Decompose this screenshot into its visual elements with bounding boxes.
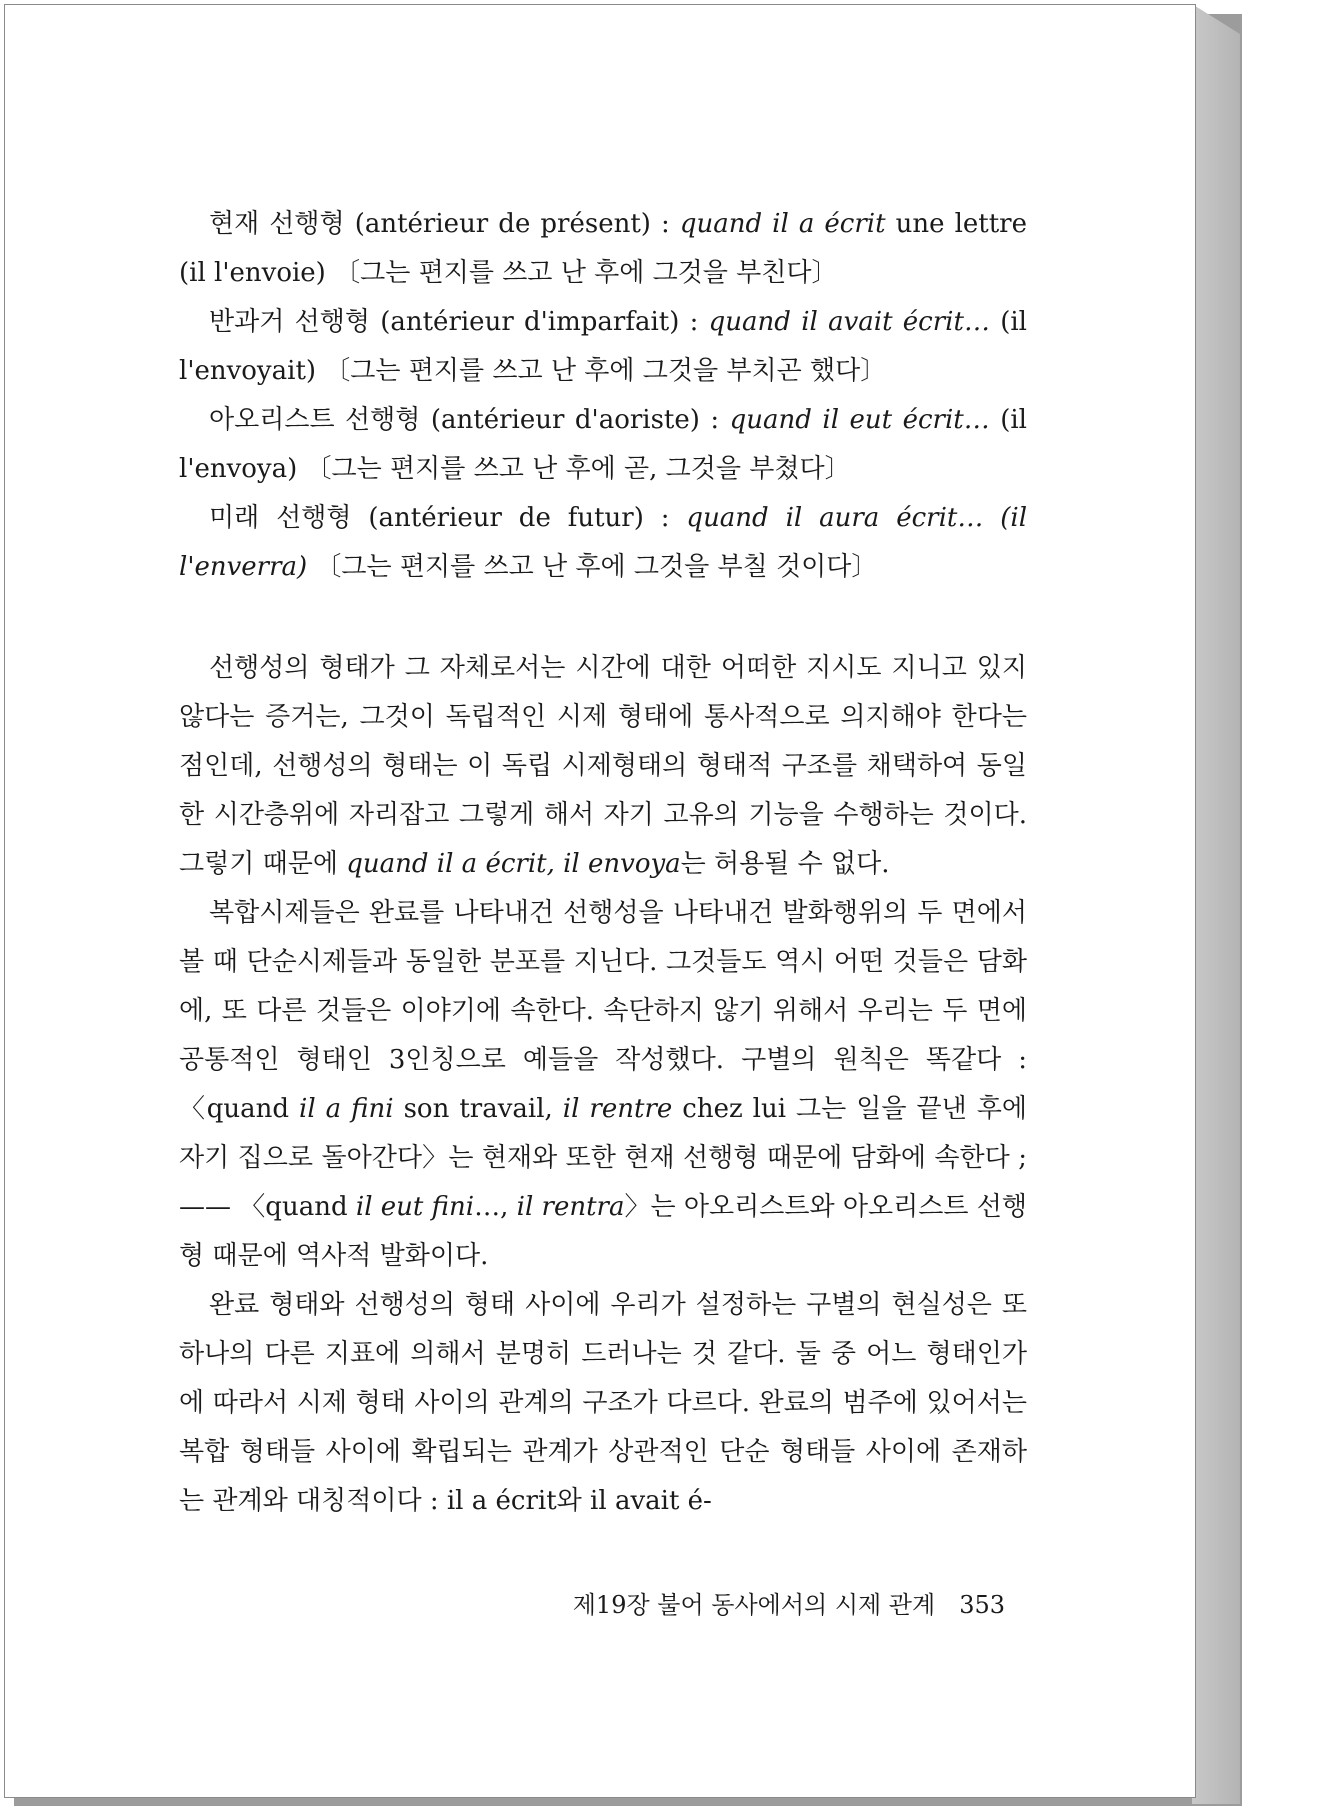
italic-text: il eut fini [355, 1192, 475, 1222]
paragraph [179, 396, 1027, 494]
text-run: 완료 형태와 선행성의 형태 사이에 우리가 설정하는 구별의 현실성은 또 하나의 다른 지표에 의해서 분명히 드러나는 것 같다. 둘 중 어느 형태인가에 따라서 시제 형태 사이의 관계의 구조가 다르다. 완료의 범주에 있어서는 복합 형태들 사이에 확립되는 관계가 상관적인 단순 형태들 사이에 존재하는 관계와 대칭적이다 : il a écrit와 il avait é- [179, 1290, 1027, 1516]
text-run: 선행성의 형태가 그 자체로서는 시간에 대한 어떠한 지시도 지니고 있지 않다는 증거는, 그것이 독립적인 시제 형태에 통사적으로 의지해야 한다는 점인데, 선행성의 형태는 이 독립 시제형태의 형태적 구조를 채택하여 동일한 시간층위에 자리잡고 그렇게 해서 자기 고유의 기능을 수행하는 것이다. 그렇기 때문에 [179, 653, 1027, 879]
running-head: 제19장 불어 동사에서의 시제 관계 [572, 1591, 936, 1619]
italic-text: il a fini [299, 1094, 394, 1124]
text-run: une lettre (il l'envoie) 〔그는 편지를 쓰고 난 후에 그것을 부친다〕 [179, 209, 1027, 288]
text-run: 미래 선행형 (antérieur de futur) : [209, 503, 687, 533]
book-page [4, 4, 1196, 1798]
italic-text: il rentra [516, 1192, 625, 1222]
paragraph [179, 494, 1027, 592]
paragraph [179, 644, 1027, 889]
page-footer [5, 1585, 1005, 1620]
text-run: (il l'envoya) 〔그는 편지를 쓰고 난 후에 곧, 그것을 부쳤다〕 [179, 405, 1027, 484]
italic-text: il rentre [562, 1094, 673, 1124]
text-run: 아오리스트 선행형 (antérieur d'aoriste) : [209, 405, 730, 435]
paragraph [179, 298, 1027, 396]
text-run: …, [474, 1192, 517, 1222]
text-run: 현재 선행형 (antérieur de présent) : [209, 209, 680, 239]
italic-text: quand il eut écrit… [729, 405, 990, 435]
text-run: chez lui 그는 일을 끝낸 후에 자기 집으로 돌아간다〉는 현재와 또한 현재 선행형 때문에 담화에 속한다 ; —— 〈quand [179, 1094, 1027, 1222]
text-run: 는 허용될 수 없다. [680, 849, 890, 879]
paragraph [179, 200, 1027, 298]
page-body [179, 200, 1027, 1526]
italic-text: quand il aura écrit… (il l'enverra) [179, 503, 1028, 582]
italic-text: quand il a écrit [679, 209, 886, 239]
italic-text: quand il a écrit, il envoya [346, 849, 681, 879]
text-run: 〉는 아오리스트와 아오리스트 선행형 때문에 역사적 발화이다. [179, 1192, 1028, 1271]
text-run: (il l'envoyait) 〔그는 편지를 쓰고 난 후에 그것을 부치곤 했다〕 [179, 307, 1027, 386]
text-run: 〔그는 편지를 쓰고 난 후에 그것을 부칠 것이다〕 [307, 552, 878, 582]
paragraph [179, 889, 1027, 1281]
paragraph [179, 1281, 1027, 1526]
italic-text: quand il avait écrit… [708, 307, 990, 337]
text-run: 복합시제들은 완료를 나타내건 선행성을 나타내건 발화행위의 두 면에서 볼 때 단순시제들과 동일한 분포를 지닌다. 그것들도 역시 어떤 것들은 담화에, 또 다른 것들은 이야기에 속한다. 속단하지 않기 위해서 우리는 두 면에 공통적인 형태인 3인칭으로 예들을 작성했다. 구별의 원칙은 똑같다 : 〈quand [179, 898, 1027, 1124]
page-edge [1192, 4, 1240, 1804]
text-run: 반과거 선행형 (antérieur d'imparfait) : [209, 307, 709, 337]
page-number: 353 [959, 1591, 1005, 1619]
text-run: son travail, [393, 1094, 563, 1124]
